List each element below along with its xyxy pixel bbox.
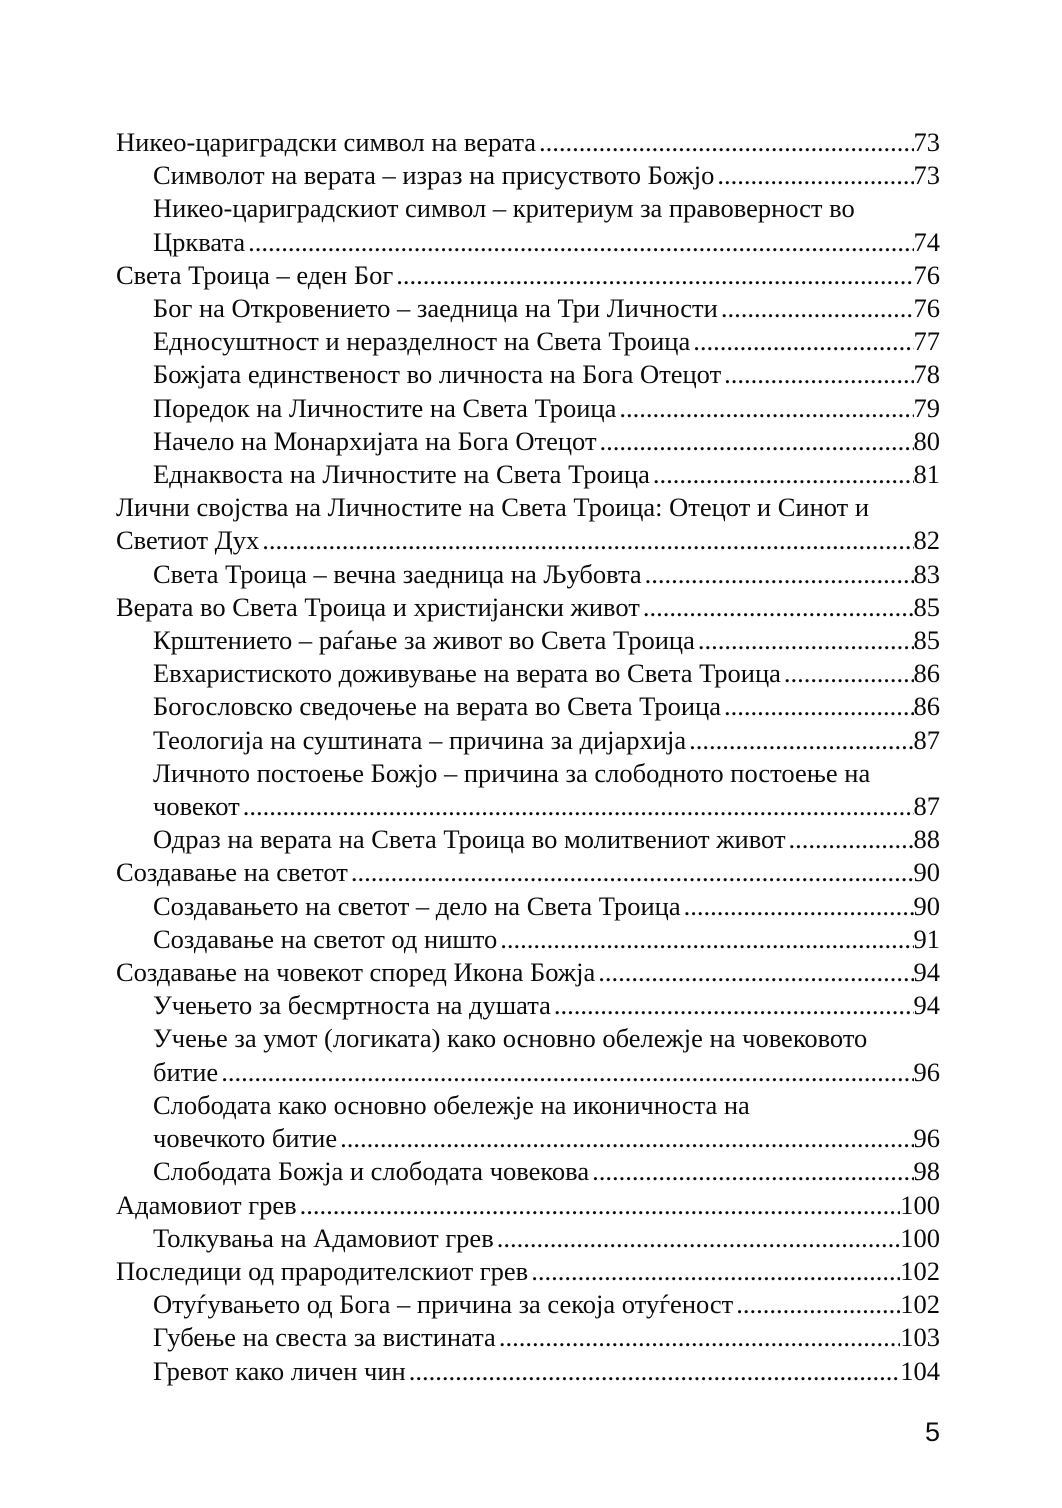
toc-entry (116, 724, 940, 757)
toc-page-number: 98 (913, 1156, 940, 1187)
toc-page-number: 87 (913, 791, 940, 822)
dot-leader (494, 1222, 901, 1255)
toc-line (116, 259, 940, 292)
dot-leader (496, 1321, 900, 1354)
dot-leader (721, 690, 914, 723)
toc-line (116, 524, 940, 557)
toc-page-number: 83 (913, 558, 940, 589)
toc-entry (116, 890, 940, 923)
toc-entry (116, 1222, 940, 1255)
toc-page-number: 74 (913, 226, 940, 257)
toc-line (116, 1288, 940, 1321)
toc-page-number: 94 (913, 990, 940, 1021)
dot-leader (686, 724, 913, 757)
toc-line (116, 1255, 940, 1288)
page-number: 5 (924, 1417, 940, 1447)
dot-leader (393, 259, 913, 292)
dot-leader (595, 956, 913, 989)
toc-line (116, 392, 940, 425)
toc-entry-text: Едносуштност и неразделност на Света Троица (153, 326, 691, 357)
toc-entry-text: Создавањето на светот – дело на Света Троица (153, 890, 681, 921)
toc-entry-text: Света Троица – вечна заедница на Љубовта (153, 558, 642, 589)
toc-line (116, 757, 940, 790)
toc-page-number: 100 (900, 1222, 940, 1253)
toc-entry-text: Гревот како личен чин (153, 1355, 406, 1386)
toc-entry-text: Света Троица – еден Бог (116, 259, 394, 290)
dot-leader (528, 1255, 900, 1288)
toc-page-number: 90 (913, 857, 940, 888)
toc-line (116, 1155, 940, 1188)
toc-entry-text: Учењето за бесмртноста на душата (153, 990, 551, 1021)
toc-entry (116, 1089, 940, 1155)
toc-page-number: 103 (900, 1322, 940, 1353)
dot-leader (718, 292, 914, 325)
dot-leader (721, 358, 913, 391)
toc-entry (116, 591, 940, 624)
dot-leader (642, 558, 914, 591)
toc-entry-text: Последици од прародителскиот грев (116, 1255, 529, 1286)
toc-entry (116, 325, 940, 358)
toc-entry (116, 358, 940, 391)
toc-page-number: 79 (913, 392, 940, 423)
toc-entry-text: Губење на свеста за вистината (153, 1322, 496, 1353)
toc-entry-text: Крштението – раѓање за живот во Света Троица (153, 625, 695, 656)
toc-page-number: 80 (913, 425, 940, 456)
toc-entry (116, 458, 940, 491)
toc-line (116, 1222, 940, 1255)
toc-page-number: 82 (913, 525, 940, 556)
toc-line (116, 956, 940, 989)
toc-entry (116, 126, 940, 159)
toc-entry (116, 856, 940, 889)
toc-line (116, 989, 940, 1022)
dot-leader (406, 1355, 901, 1388)
toc-entry-text: Еднаквоста на Личностите на Света Троица (153, 459, 650, 490)
toc-entry-text: Одраз на верата на Света Троица во молитвениот живот (153, 824, 786, 855)
toc-entry (116, 292, 940, 325)
dot-leader (348, 856, 914, 889)
toc-line (116, 358, 940, 391)
toc-line (116, 159, 940, 192)
dot-leader (240, 790, 914, 823)
toc-entry (116, 624, 940, 657)
toc-entry-text: човекот (153, 791, 240, 822)
toc-entry (116, 1022, 940, 1088)
toc-line (116, 591, 940, 624)
toc-entry (116, 425, 940, 458)
toc-entry-text: Верата во Света Троица и христијански живот (116, 591, 640, 622)
toc-page-number: 102 (900, 1289, 940, 1320)
toc-page-number: 86 (913, 658, 940, 689)
toc-line (116, 856, 940, 889)
toc-page-number: 76 (913, 259, 940, 290)
toc-line (116, 624, 940, 657)
toc-line (116, 458, 940, 491)
toc-line (116, 425, 940, 458)
toc-entry (116, 392, 940, 425)
toc-entry (116, 989, 940, 1022)
toc-entry-text: Толкувања на Адамовиот грев (153, 1222, 494, 1253)
toc-entry-text: Црквата (153, 226, 246, 257)
toc-line (116, 1089, 940, 1122)
dot-leader (536, 126, 913, 159)
toc-entry-text: Богословско сведочење на верата во Света Троица (153, 691, 721, 722)
toc-entry-text: Создавање на човекот според Икона Божја (116, 957, 596, 988)
toc-entry-text: Адамовиот грев (116, 1189, 297, 1220)
toc-line (116, 1022, 940, 1055)
toc-entry (116, 558, 940, 591)
dot-leader (337, 1122, 913, 1155)
toc-page-number: 77 (913, 326, 940, 357)
toc-entry (116, 1255, 940, 1288)
dot-leader (681, 890, 914, 923)
toc-page-number: 73 (913, 160, 940, 191)
toc-line (116, 226, 940, 259)
toc-page-number: 96 (913, 1056, 940, 1087)
toc-entry (116, 1321, 940, 1354)
toc-page-number: 85 (913, 625, 940, 656)
toc-entry-text: Создавање на светот од ништо (153, 923, 498, 954)
toc-line (116, 790, 940, 823)
toc-entry-text: битие (153, 1056, 219, 1087)
toc-entry-text: Поредок на Личностите на Света Троица (153, 392, 617, 423)
dot-leader (733, 1288, 900, 1321)
toc-page-number: 88 (913, 824, 940, 855)
toc-line (116, 1355, 940, 1388)
toc-line (116, 724, 940, 757)
toc-page-number: 94 (913, 957, 940, 988)
toc-page-number: 85 (913, 591, 940, 622)
dot-leader (640, 591, 914, 624)
toc-entry (116, 1155, 940, 1188)
toc-entry (116, 690, 940, 723)
toc-line (116, 657, 940, 690)
toc-page-number: 86 (913, 691, 940, 722)
toc-entry (116, 757, 940, 823)
toc-line (116, 558, 940, 591)
toc-entry-text: човечкото битие (153, 1123, 338, 1154)
toc-entry-text: Евхаристиското доживување на верата во Света Троица (153, 658, 781, 689)
toc-entry (116, 923, 940, 956)
toc-entry (116, 1355, 940, 1388)
toc-page-number: 81 (913, 459, 940, 490)
toc-page-number: 91 (913, 923, 940, 954)
dot-leader (551, 989, 914, 1022)
toc-entry (116, 823, 940, 856)
toc-entry-text: Символот на верата – израз на присуството Божјо (153, 160, 715, 191)
dot-leader (597, 425, 914, 458)
toc-line (116, 1321, 940, 1354)
toc-entry (116, 956, 940, 989)
toc-entry-text: Слободата Божја и слободата човекова (153, 1156, 590, 1187)
toc-line (116, 690, 940, 723)
toc-page-number: 76 (913, 293, 940, 324)
toc-line (116, 923, 940, 956)
toc-line (116, 890, 940, 923)
toc-line (116, 823, 940, 856)
toc-line (116, 1189, 940, 1222)
dot-leader (589, 1155, 913, 1188)
toc-entry-text: Божјата единственост во личноста на Бога Отецот (153, 359, 722, 390)
toc-page-number: 87 (913, 724, 940, 755)
toc-page-number: 104 (900, 1355, 940, 1386)
toc-entry-text: Бог на Откровението – заедница на Три Личности (153, 293, 718, 324)
dot-leader (695, 624, 914, 657)
toc-entry-text: Начело на Монархијата на Бога Отецот (153, 425, 597, 456)
toc-line (116, 126, 940, 159)
toc-page-number: 102 (900, 1255, 940, 1286)
table-of-contents (116, 126, 940, 1388)
dot-leader (218, 1056, 913, 1089)
toc-entry (116, 657, 940, 690)
toc-page-number: 73 (913, 127, 940, 157)
toc-line (116, 1122, 940, 1155)
toc-entry-text: Лични својства на Личностите на Света Троица: Отецот и Синот и (116, 492, 870, 523)
toc-line (116, 491, 940, 524)
toc-line (116, 325, 940, 358)
toc-entry-text: Учење за умот (логиката) како основно обележје на човековото (153, 1023, 868, 1054)
dot-leader (714, 159, 913, 192)
toc-entry-text: Создавање на светот (116, 857, 348, 888)
toc-entry (116, 159, 940, 192)
dot-leader (497, 923, 913, 956)
dot-leader (690, 325, 913, 358)
toc-entry-text: Отуѓувањето од Бога – причина за секоја отуѓеност (153, 1289, 734, 1320)
dot-leader (297, 1189, 901, 1222)
toc-entry-text: Светиот Дух (116, 525, 260, 556)
toc-entry-text: Теологија на суштината – причина за дијархија (153, 724, 687, 755)
toc-page-number: 96 (913, 1123, 940, 1154)
toc-entry-text: Никео-цариградски символ на верата (116, 127, 537, 157)
toc-entry-text: Слободата како основно обележје на иконичноста на (153, 1089, 750, 1120)
dot-leader (786, 823, 914, 856)
toc-entry (116, 1288, 940, 1321)
toc-line (116, 1056, 940, 1089)
toc-entry (116, 259, 940, 292)
toc-page-number: 78 (913, 359, 940, 390)
dot-leader (616, 392, 913, 425)
toc-entry (116, 192, 940, 258)
toc-entry (116, 491, 940, 557)
toc-entry-text: Никео-цариградскиот символ – критериум за правоверност во (153, 193, 855, 224)
toc-entry (116, 1189, 940, 1222)
dot-leader (781, 657, 914, 690)
dot-leader (245, 226, 913, 259)
dot-leader (650, 458, 914, 491)
toc-page-number: 90 (913, 890, 940, 921)
toc-line (116, 192, 940, 225)
toc-entry-text: Личното постоење Божјо – причина за слободното постоење на (153, 757, 871, 788)
toc-page-number: 100 (900, 1189, 940, 1220)
dot-leader (259, 524, 913, 557)
toc-line (116, 292, 940, 325)
